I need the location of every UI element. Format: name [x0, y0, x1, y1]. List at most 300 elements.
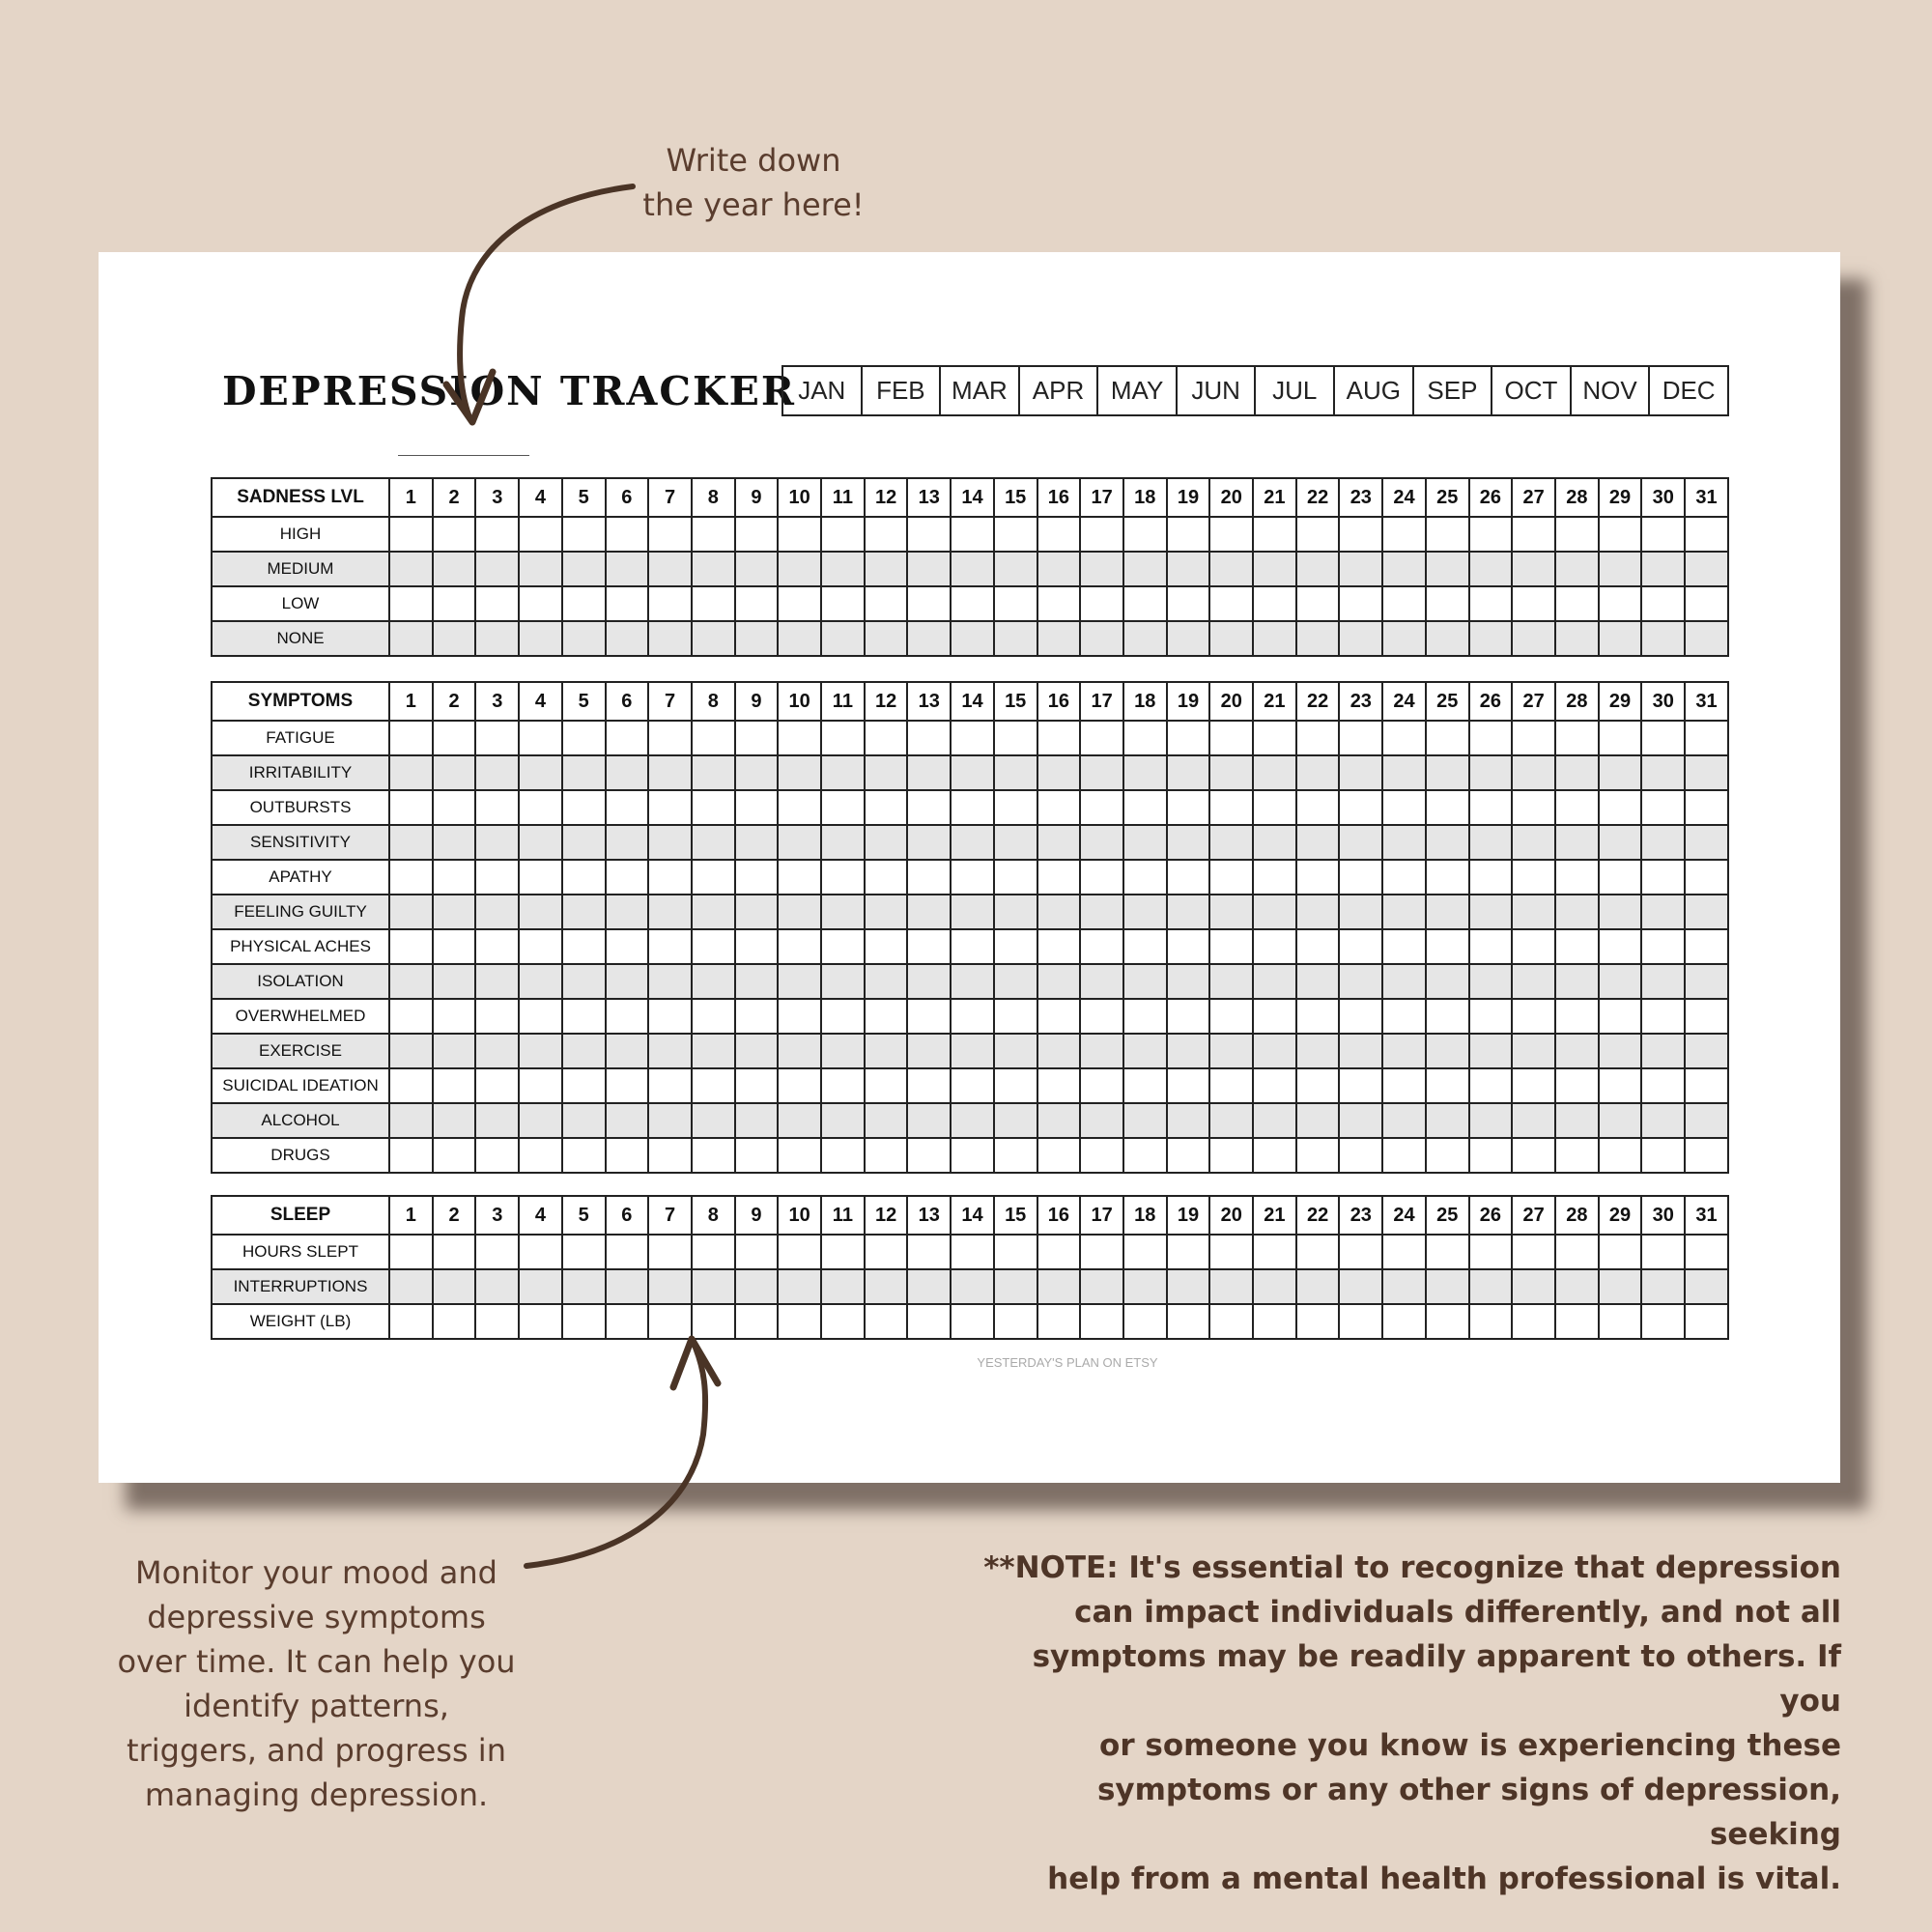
tracker-cell[interactable]	[1339, 1304, 1382, 1339]
tracker-cell[interactable]	[475, 1068, 519, 1103]
tracker-cell[interactable]	[1123, 825, 1167, 860]
tracker-cell[interactable]	[735, 1034, 779, 1068]
tracker-cell[interactable]	[1426, 517, 1469, 552]
tracker-cell[interactable]	[1037, 517, 1081, 552]
tracker-cell[interactable]	[1080, 860, 1123, 895]
tracker-cell[interactable]	[994, 1269, 1037, 1304]
tracker-cell[interactable]	[1253, 1235, 1296, 1269]
tracker-cell[interactable]	[433, 860, 476, 895]
tracker-cell[interactable]	[1685, 552, 1728, 586]
tracker-cell[interactable]	[1426, 1138, 1469, 1173]
tracker-cell[interactable]	[1296, 1269, 1340, 1304]
tracker-cell[interactable]	[1512, 1138, 1555, 1173]
tracker-cell[interactable]	[778, 1034, 821, 1068]
tracker-cell[interactable]	[1339, 1138, 1382, 1173]
tracker-cell[interactable]	[1685, 999, 1728, 1034]
tracker-cell[interactable]	[519, 1034, 562, 1068]
tracker-cell[interactable]	[519, 999, 562, 1034]
tracker-cell[interactable]	[692, 895, 735, 929]
tracker-cell[interactable]	[1382, 1068, 1426, 1103]
month-jul[interactable]: JUL	[1254, 367, 1333, 414]
tracker-cell[interactable]	[1037, 755, 1081, 790]
tracker-cell[interactable]	[1167, 790, 1210, 825]
tracker-cell[interactable]	[1555, 1103, 1599, 1138]
tracker-cell[interactable]	[778, 1138, 821, 1173]
tracker-cell[interactable]	[821, 1034, 865, 1068]
tracker-cell[interactable]	[519, 964, 562, 999]
tracker-cell[interactable]	[562, 721, 606, 755]
tracker-cell[interactable]	[907, 1304, 951, 1339]
tracker-cell[interactable]	[1685, 1068, 1728, 1103]
tracker-cell[interactable]	[1641, 1235, 1685, 1269]
tracker-cell[interactable]	[1641, 1138, 1685, 1173]
tracker-cell[interactable]	[519, 1304, 562, 1339]
tracker-cell[interactable]	[1167, 1103, 1210, 1138]
tracker-cell[interactable]	[389, 517, 433, 552]
tracker-cell[interactable]	[433, 790, 476, 825]
tracker-cell[interactable]	[1512, 1304, 1555, 1339]
tracker-cell[interactable]	[821, 552, 865, 586]
tracker-cell[interactable]	[433, 1269, 476, 1304]
tracker-cell[interactable]	[865, 999, 908, 1034]
tracker-cell[interactable]	[433, 755, 476, 790]
tracker-cell[interactable]	[1382, 721, 1426, 755]
tracker-cell[interactable]	[1555, 1138, 1599, 1173]
tracker-cell[interactable]	[778, 860, 821, 895]
tracker-cell[interactable]	[562, 586, 606, 621]
tracker-cell[interactable]	[1426, 790, 1469, 825]
tracker-cell[interactable]	[778, 586, 821, 621]
tracker-cell[interactable]	[1382, 1138, 1426, 1173]
tracker-cell[interactable]	[433, 552, 476, 586]
tracker-cell[interactable]	[1555, 517, 1599, 552]
tracker-cell[interactable]	[1339, 1034, 1382, 1068]
tracker-cell[interactable]	[648, 999, 692, 1034]
tracker-cell[interactable]	[1555, 999, 1599, 1034]
month-dec[interactable]: DEC	[1648, 367, 1727, 414]
tracker-cell[interactable]	[389, 1269, 433, 1304]
tracker-cell[interactable]	[433, 825, 476, 860]
tracker-cell[interactable]	[994, 517, 1037, 552]
tracker-cell[interactable]	[1382, 1269, 1426, 1304]
tracker-cell[interactable]	[865, 860, 908, 895]
tracker-cell[interactable]	[562, 552, 606, 586]
tracker-cell[interactable]	[1512, 517, 1555, 552]
tracker-cell[interactable]	[1382, 1034, 1426, 1068]
tracker-cell[interactable]	[1167, 860, 1210, 895]
tracker-cell[interactable]	[994, 999, 1037, 1034]
tracker-cell[interactable]	[907, 755, 951, 790]
tracker-cell[interactable]	[389, 1304, 433, 1339]
tracker-cell[interactable]	[1512, 1235, 1555, 1269]
tracker-cell[interactable]	[1382, 517, 1426, 552]
tracker-cell[interactable]	[519, 517, 562, 552]
tracker-cell[interactable]	[1512, 825, 1555, 860]
tracker-cell[interactable]	[1167, 964, 1210, 999]
tracker-cell[interactable]	[1469, 790, 1513, 825]
tracker-cell[interactable]	[1426, 552, 1469, 586]
tracker-cell[interactable]	[1426, 1034, 1469, 1068]
tracker-cell[interactable]	[1209, 929, 1253, 964]
tracker-cell[interactable]	[519, 860, 562, 895]
tracker-cell[interactable]	[1253, 1103, 1296, 1138]
tracker-cell[interactable]	[433, 517, 476, 552]
tracker-cell[interactable]	[1426, 1235, 1469, 1269]
tracker-cell[interactable]	[1296, 755, 1340, 790]
tracker-cell[interactable]	[1685, 517, 1728, 552]
tracker-cell[interactable]	[389, 1138, 433, 1173]
tracker-cell[interactable]	[1685, 790, 1728, 825]
tracker-cell[interactable]	[1339, 1103, 1382, 1138]
tracker-cell[interactable]	[865, 1269, 908, 1304]
tracker-cell[interactable]	[865, 1103, 908, 1138]
tracker-cell[interactable]	[1209, 621, 1253, 656]
tracker-cell[interactable]	[1253, 964, 1296, 999]
tracker-cell[interactable]	[648, 1103, 692, 1138]
tracker-cell[interactable]	[1469, 860, 1513, 895]
tracker-cell[interactable]	[606, 1138, 649, 1173]
tracker-cell[interactable]	[1296, 895, 1340, 929]
tracker-cell[interactable]	[1080, 1235, 1123, 1269]
tracker-cell[interactable]	[606, 1103, 649, 1138]
tracker-cell[interactable]	[1253, 895, 1296, 929]
tracker-cell[interactable]	[1555, 552, 1599, 586]
tracker-cell[interactable]	[1641, 825, 1685, 860]
tracker-cell[interactable]	[1123, 1068, 1167, 1103]
tracker-cell[interactable]	[606, 860, 649, 895]
tracker-cell[interactable]	[606, 1235, 649, 1269]
tracker-cell[interactable]	[735, 1103, 779, 1138]
tracker-cell[interactable]	[562, 860, 606, 895]
tracker-cell[interactable]	[951, 1269, 994, 1304]
tracker-cell[interactable]	[433, 1068, 476, 1103]
tracker-cell[interactable]	[1555, 825, 1599, 860]
tracker-cell[interactable]	[1685, 621, 1728, 656]
tracker-cell[interactable]	[1382, 790, 1426, 825]
tracker-cell[interactable]	[1469, 552, 1513, 586]
tracker-cell[interactable]	[1037, 1034, 1081, 1068]
tracker-cell[interactable]	[606, 517, 649, 552]
tracker-cell[interactable]	[433, 721, 476, 755]
tracker-cell[interactable]	[1426, 1269, 1469, 1304]
tracker-cell[interactable]	[519, 552, 562, 586]
tracker-cell[interactable]	[821, 586, 865, 621]
tracker-cell[interactable]	[1209, 1034, 1253, 1068]
tracker-cell[interactable]	[778, 790, 821, 825]
tracker-cell[interactable]	[735, 860, 779, 895]
tracker-cell[interactable]	[606, 1034, 649, 1068]
tracker-cell[interactable]	[1599, 895, 1642, 929]
tracker-cell[interactable]	[692, 1138, 735, 1173]
tracker-cell[interactable]	[475, 721, 519, 755]
tracker-cell[interactable]	[951, 552, 994, 586]
tracker-cell[interactable]	[519, 1269, 562, 1304]
tracker-cell[interactable]	[1426, 621, 1469, 656]
tracker-cell[interactable]	[1469, 929, 1513, 964]
tracker-cell[interactable]	[562, 1068, 606, 1103]
tracker-cell[interactable]	[1382, 825, 1426, 860]
tracker-cell[interactable]	[1080, 895, 1123, 929]
tracker-cell[interactable]	[1209, 1103, 1253, 1138]
tracker-cell[interactable]	[821, 825, 865, 860]
tracker-cell[interactable]	[1469, 721, 1513, 755]
tracker-cell[interactable]	[1037, 721, 1081, 755]
tracker-cell[interactable]	[1296, 1138, 1340, 1173]
tracker-cell[interactable]	[1123, 895, 1167, 929]
tracker-cell[interactable]	[1209, 1235, 1253, 1269]
tracker-cell[interactable]	[865, 790, 908, 825]
tracker-cell[interactable]	[1426, 586, 1469, 621]
tracker-cell[interactable]	[1382, 586, 1426, 621]
tracker-cell[interactable]	[735, 1068, 779, 1103]
tracker-cell[interactable]	[1382, 552, 1426, 586]
tracker-cell[interactable]	[735, 621, 779, 656]
tracker-cell[interactable]	[1167, 517, 1210, 552]
tracker-cell[interactable]	[1296, 1235, 1340, 1269]
tracker-cell[interactable]	[778, 1269, 821, 1304]
tracker-cell[interactable]	[562, 929, 606, 964]
tracker-cell[interactable]	[1555, 586, 1599, 621]
tracker-cell[interactable]	[433, 1235, 476, 1269]
tracker-cell[interactable]	[1037, 1304, 1081, 1339]
tracker-cell[interactable]	[1080, 586, 1123, 621]
tracker-cell[interactable]	[1123, 790, 1167, 825]
tracker-cell[interactable]	[519, 1235, 562, 1269]
tracker-cell[interactable]	[994, 929, 1037, 964]
tracker-cell[interactable]	[389, 552, 433, 586]
tracker-cell[interactable]	[1296, 1068, 1340, 1103]
tracker-cell[interactable]	[389, 825, 433, 860]
tracker-cell[interactable]	[1209, 1269, 1253, 1304]
tracker-cell[interactable]	[1555, 721, 1599, 755]
tracker-cell[interactable]	[1469, 1103, 1513, 1138]
tracker-cell[interactable]	[692, 721, 735, 755]
tracker-cell[interactable]	[1123, 1103, 1167, 1138]
tracker-cell[interactable]	[1209, 895, 1253, 929]
tracker-cell[interactable]	[821, 721, 865, 755]
tracker-cell[interactable]	[1339, 755, 1382, 790]
tracker-cell[interactable]	[1599, 1034, 1642, 1068]
tracker-cell[interactable]	[1123, 1235, 1167, 1269]
tracker-cell[interactable]	[821, 1138, 865, 1173]
tracker-cell[interactable]	[648, 517, 692, 552]
tracker-cell[interactable]	[1469, 1235, 1513, 1269]
tracker-cell[interactable]	[1599, 964, 1642, 999]
tracker-cell[interactable]	[1339, 895, 1382, 929]
tracker-cell[interactable]	[865, 929, 908, 964]
tracker-cell[interactable]	[1080, 621, 1123, 656]
tracker-cell[interactable]	[1296, 825, 1340, 860]
tracker-cell[interactable]	[1512, 929, 1555, 964]
tracker-cell[interactable]	[562, 790, 606, 825]
tracker-cell[interactable]	[1339, 517, 1382, 552]
tracker-cell[interactable]	[821, 895, 865, 929]
tracker-cell[interactable]	[519, 621, 562, 656]
tracker-cell[interactable]	[1555, 860, 1599, 895]
tracker-cell[interactable]	[1599, 1304, 1642, 1339]
tracker-cell[interactable]	[1339, 721, 1382, 755]
tracker-cell[interactable]	[1037, 1138, 1081, 1173]
tracker-cell[interactable]	[1296, 790, 1340, 825]
tracker-cell[interactable]	[907, 517, 951, 552]
tracker-cell[interactable]	[475, 790, 519, 825]
tracker-cell[interactable]	[735, 586, 779, 621]
tracker-cell[interactable]	[1167, 929, 1210, 964]
tracker-cell[interactable]	[1253, 825, 1296, 860]
tracker-cell[interactable]	[821, 999, 865, 1034]
tracker-cell[interactable]	[994, 860, 1037, 895]
tracker-cell[interactable]	[1512, 1269, 1555, 1304]
tracker-cell[interactable]	[1339, 586, 1382, 621]
tracker-cell[interactable]	[562, 895, 606, 929]
tracker-cell[interactable]	[1641, 552, 1685, 586]
tracker-cell[interactable]	[907, 1269, 951, 1304]
tracker-cell[interactable]	[1037, 1235, 1081, 1269]
tracker-cell[interactable]	[1209, 860, 1253, 895]
month-jun[interactable]: JUN	[1176, 367, 1255, 414]
tracker-cell[interactable]	[475, 895, 519, 929]
tracker-cell[interactable]	[475, 999, 519, 1034]
tracker-cell[interactable]	[1599, 621, 1642, 656]
tracker-cell[interactable]	[1641, 586, 1685, 621]
tracker-cell[interactable]	[1599, 825, 1642, 860]
tracker-cell[interactable]	[821, 929, 865, 964]
tracker-cell[interactable]	[865, 755, 908, 790]
tracker-cell[interactable]	[1296, 517, 1340, 552]
tracker-cell[interactable]	[951, 586, 994, 621]
tracker-cell[interactable]	[1426, 895, 1469, 929]
tracker-cell[interactable]	[1599, 1103, 1642, 1138]
tracker-cell[interactable]	[475, 755, 519, 790]
tracker-cell[interactable]	[648, 1068, 692, 1103]
tracker-cell[interactable]	[648, 790, 692, 825]
tracker-cell[interactable]	[994, 755, 1037, 790]
tracker-cell[interactable]	[1685, 1138, 1728, 1173]
tracker-cell[interactable]	[389, 621, 433, 656]
tracker-cell[interactable]	[1599, 860, 1642, 895]
tracker-cell[interactable]	[1599, 999, 1642, 1034]
tracker-cell[interactable]	[951, 721, 994, 755]
tracker-cell[interactable]	[1339, 860, 1382, 895]
tracker-cell[interactable]	[433, 1138, 476, 1173]
tracker-cell[interactable]	[1037, 825, 1081, 860]
tracker-cell[interactable]	[1641, 1269, 1685, 1304]
tracker-cell[interactable]	[1253, 552, 1296, 586]
tracker-cell[interactable]	[1037, 621, 1081, 656]
tracker-cell[interactable]	[475, 1269, 519, 1304]
tracker-cell[interactable]	[1167, 755, 1210, 790]
tracker-cell[interactable]	[951, 1068, 994, 1103]
tracker-cell[interactable]	[778, 825, 821, 860]
tracker-cell[interactable]	[778, 552, 821, 586]
tracker-cell[interactable]	[994, 1103, 1037, 1138]
tracker-cell[interactable]	[1641, 721, 1685, 755]
tracker-cell[interactable]	[1209, 517, 1253, 552]
tracker-cell[interactable]	[433, 621, 476, 656]
tracker-cell[interactable]	[1599, 517, 1642, 552]
tracker-cell[interactable]	[865, 552, 908, 586]
year-input-line[interactable]	[398, 455, 529, 456]
tracker-cell[interactable]	[389, 895, 433, 929]
tracker-cell[interactable]	[1339, 999, 1382, 1034]
tracker-cell[interactable]	[606, 895, 649, 929]
tracker-cell[interactable]	[994, 1034, 1037, 1068]
tracker-cell[interactable]	[821, 1304, 865, 1339]
tracker-cell[interactable]	[1167, 721, 1210, 755]
tracker-cell[interactable]	[1167, 586, 1210, 621]
tracker-cell[interactable]	[475, 1235, 519, 1269]
tracker-cell[interactable]	[1037, 1068, 1081, 1103]
tracker-cell[interactable]	[735, 1138, 779, 1173]
tracker-cell[interactable]	[951, 621, 994, 656]
tracker-cell[interactable]	[1080, 1269, 1123, 1304]
tracker-cell[interactable]	[389, 1034, 433, 1068]
tracker-cell[interactable]	[735, 517, 779, 552]
tracker-cell[interactable]	[865, 895, 908, 929]
tracker-cell[interactable]	[735, 755, 779, 790]
tracker-cell[interactable]	[1037, 860, 1081, 895]
tracker-cell[interactable]	[907, 1068, 951, 1103]
tracker-cell[interactable]	[951, 755, 994, 790]
tracker-cell[interactable]	[821, 1269, 865, 1304]
tracker-cell[interactable]	[606, 721, 649, 755]
tracker-cell[interactable]	[1599, 929, 1642, 964]
tracker-cell[interactable]	[692, 999, 735, 1034]
tracker-cell[interactable]	[1685, 929, 1728, 964]
tracker-cell[interactable]	[1512, 860, 1555, 895]
tracker-cell[interactable]	[1512, 755, 1555, 790]
tracker-cell[interactable]	[1512, 1103, 1555, 1138]
tracker-cell[interactable]	[994, 1304, 1037, 1339]
tracker-cell[interactable]	[1253, 621, 1296, 656]
tracker-cell[interactable]	[1641, 1103, 1685, 1138]
tracker-cell[interactable]	[994, 621, 1037, 656]
tracker-cell[interactable]	[648, 721, 692, 755]
tracker-cell[interactable]	[865, 721, 908, 755]
tracker-cell[interactable]	[1469, 621, 1513, 656]
tracker-cell[interactable]	[735, 790, 779, 825]
tracker-cell[interactable]	[1512, 621, 1555, 656]
tracker-cell[interactable]	[951, 1235, 994, 1269]
tracker-cell[interactable]	[907, 621, 951, 656]
tracker-cell[interactable]	[1512, 999, 1555, 1034]
tracker-cell[interactable]	[1469, 755, 1513, 790]
tracker-cell[interactable]	[1512, 895, 1555, 929]
tracker-cell[interactable]	[1167, 552, 1210, 586]
month-feb[interactable]: FEB	[861, 367, 940, 414]
month-sep[interactable]: SEP	[1412, 367, 1492, 414]
tracker-cell[interactable]	[475, 860, 519, 895]
tracker-cell[interactable]	[606, 1304, 649, 1339]
tracker-cell[interactable]	[1599, 1068, 1642, 1103]
tracker-cell[interactable]	[1339, 1269, 1382, 1304]
tracker-cell[interactable]	[648, 929, 692, 964]
tracker-cell[interactable]	[606, 1269, 649, 1304]
tracker-cell[interactable]	[1209, 999, 1253, 1034]
tracker-cell[interactable]	[1426, 755, 1469, 790]
tracker-cell[interactable]	[1167, 999, 1210, 1034]
tracker-cell[interactable]	[389, 586, 433, 621]
tracker-cell[interactable]	[735, 721, 779, 755]
tracker-cell[interactable]	[865, 517, 908, 552]
tracker-cell[interactable]	[907, 1138, 951, 1173]
tracker-cell[interactable]	[1512, 721, 1555, 755]
tracker-cell[interactable]	[692, 755, 735, 790]
tracker-cell[interactable]	[1339, 621, 1382, 656]
tracker-cell[interactable]	[562, 755, 606, 790]
tracker-cell[interactable]	[1555, 929, 1599, 964]
tracker-cell[interactable]	[1253, 517, 1296, 552]
